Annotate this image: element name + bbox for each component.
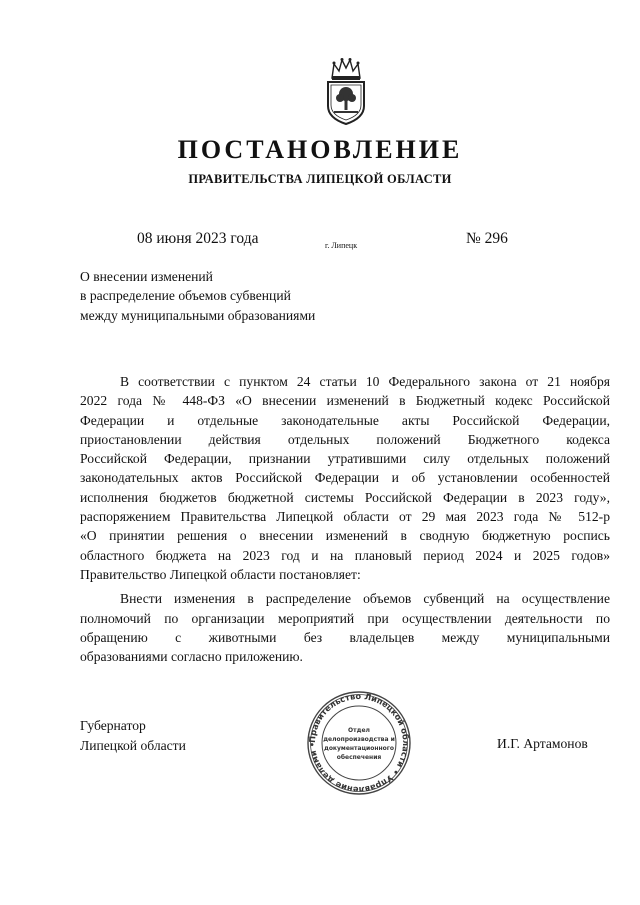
document-date: 08 июня 2023 года [137, 230, 259, 247]
body-line: Российской Федерации, признании утратившими силу отдельных положений [80, 451, 610, 467]
position-line: Губернатор [80, 718, 146, 733]
signatory-position [80, 716, 186, 756]
body-line: областного бюджета на 2023 год и на плановый период 2024 и 2025 годов» [80, 547, 610, 563]
document-issuer: ПРАВИТЕЛЬСТВА ЛИПЕЦКОЙ ОБЛАСТИ [188, 172, 452, 186]
body-line: Правительство Липецкой области постановляет: [80, 566, 361, 582]
body-line: Федерации и отдельные законодательные акты Российской Федерации, [80, 412, 610, 428]
stamp-inner-line: обеспечения [336, 754, 382, 761]
position-line: Липецкой области [80, 738, 186, 753]
body-line: В соответствии с пунктом 24 статьи 10 Федерального закона от 21 ноября [120, 374, 610, 389]
body-line: обращению с животными без владельцев между муниципальными [80, 629, 610, 645]
stamp-inner-line: Отдел [348, 727, 370, 734]
body-paragraph-2 [80, 589, 610, 666]
body-line: «О принятии решения о внесении изменений в сводную бюджетную роспись [80, 528, 610, 544]
stamp-outer-text: Правительство Липецкой области • Управление делами • [306, 690, 412, 796]
body-line: Внести изменения в распределение объемов субвенций на осуществление [120, 591, 610, 607]
subject-line: О внесении изменений [80, 269, 213, 284]
body-line: распоряжением Правительства Липецкой области от 29 мая 2023 года № 512-р [80, 509, 610, 525]
document-city: г. Липецк [325, 241, 358, 250]
document-body [80, 372, 610, 666]
signatory-name: И.Г. Артамонов [497, 736, 588, 751]
body-paragraph-1 [80, 372, 610, 584]
document-number: № 296 [466, 230, 508, 247]
body-line: законодательных актов Российской Федерации и об установлении особенностей [80, 470, 610, 486]
body-line: полномочий по организации мероприятий при осуществлении деятельности по [80, 610, 610, 626]
official-stamp [306, 690, 412, 796]
subject-line: между муниципальными образованиями [80, 307, 316, 323]
document-title: ПОСТАНОВЛЕНИЕ [177, 135, 463, 164]
stamp-inner-line: делопроизводства и [323, 736, 395, 743]
document-subject [80, 267, 315, 325]
body-line: образованиями согласно приложению. [80, 649, 303, 665]
stamp-inner-line: документационного [323, 745, 395, 752]
body-line: 2022 года № 448-ФЗ «О внесении изменений в Бюджетный кодекс Российской [80, 393, 610, 409]
subject-line: в распределение объемов субвенций [80, 288, 291, 304]
coat-of-arms-icon [322, 56, 370, 126]
body-line: приостановлении действия отдельных положений Бюджетного кодекса [80, 431, 610, 447]
body-line: исполнения бюджетов бюджетной системы Российской Федерации в 2023 году», [80, 489, 610, 505]
